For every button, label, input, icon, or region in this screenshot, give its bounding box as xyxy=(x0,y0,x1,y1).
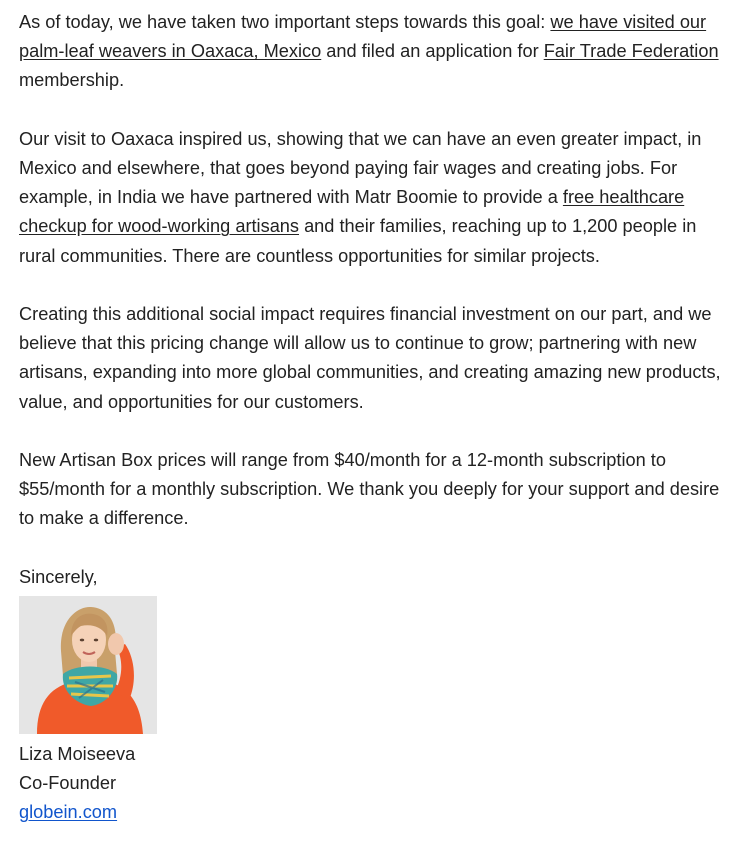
paragraph-steps-text-c: membership. xyxy=(19,70,125,91)
oaxaca-visit-link[interactable]: we have visited our palm-leaf weavers in Oaxaca, Mexico xyxy=(19,12,707,62)
paragraph-steps-text-b: and filed an application for xyxy=(321,41,544,62)
paragraph-impact-text-a: Our visit to Oaxaca inspired us, showing that we can have an even greater impact, in Mexico and elsewhere, that goes beyond paying fair wages and creating jobs. For example, in India we have partnered with Matr Boomie to provide a xyxy=(19,128,702,208)
paragraph-steps xyxy=(19,8,727,96)
signature-role: Co-Founder xyxy=(19,773,117,794)
closing-text: Sincerely, xyxy=(19,566,98,587)
website-link[interactable]: globein.com xyxy=(19,802,118,823)
email-body xyxy=(19,8,727,828)
paragraph-investment: Creating this additional social impact requires financial investment on our part, and we believe that this pricing change will allow us to continue to grow; partnering with new artisans, expanding into more global communities, and creating amazing new products, value, and opportunities for our customers. xyxy=(19,304,721,412)
signature-name: Liza Moiseeva xyxy=(19,744,136,764)
avatar-right-eye xyxy=(94,639,98,642)
person-photo-icon xyxy=(19,596,157,734)
paragraph-pricing: New Artisan Box prices will range from $40/month for a 12-month subscription to $55/month for a monthly subscription. We thank you deeply for your support and desire to make a difference. xyxy=(19,450,720,529)
paragraph-steps-text-a: As of today, we have taken two important steps towards this goal: xyxy=(19,12,551,32)
avatar-hand xyxy=(108,633,124,655)
healthcare-checkup-link[interactable]: free healthcare checkup for wood-working artisans xyxy=(19,187,685,237)
signature-website xyxy=(19,798,727,827)
paragraph-impact xyxy=(19,125,727,271)
avatar-left-eye xyxy=(80,639,84,642)
fair-trade-federation-link[interactable]: Fair Trade Federation xyxy=(543,41,719,62)
paragraph-impact-text-b: and their families, reaching up to 1,200 people in rural communities. There are countless opportunities for similar projects. xyxy=(19,216,697,266)
